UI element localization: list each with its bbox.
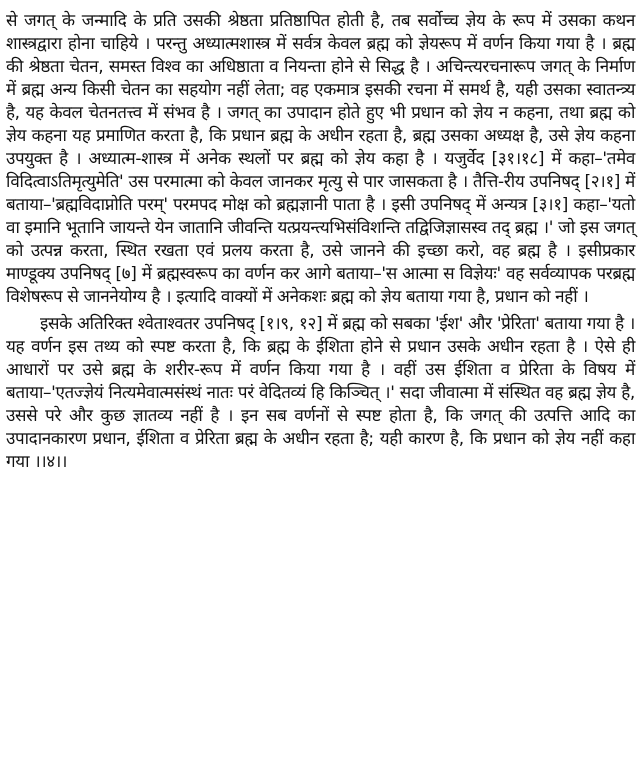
paragraph-2: इसके अतिरिक्त श्वेताश्वतर उपनिषद् [१।९, १२] में ब्रह्म को सबका 'ईश' और 'प्रेरिता' बताया गया है । यह वर्णन इस तथ्य को स्पष्ट करता है, कि ब्रह्म के ईशिता होने से प्रधान उसके अधीन रहता है । ऐसे ही आधारों पर उसे ब्रह्म के शरीर-रूप में वर्णन किया गया है । वहीं उस ईशिता व प्रेरिता के विषय में बताया–'एतज्ज्ञेयं नित्यमेवात्मसंस्थं नातः परं वेदितव्यं हि किञ्चित् ।' सदा जीवात्मा में संस्थित वह ब्रह्म ज्ञेय है, उससे परे और कुछ ज्ञातव्य नहीं है । इन सब वर्णनों से स्पष्ट होता है, कि जगत् की उत्पत्ति आदि का उपादानकारण प्रधान, ईशिता व प्रेरिता ब्रह्म के अधीन रहता है; यही कारण है, कि प्रधान को ज्ञेय नहीं कहा गया ।।४।।	[6, 314, 635, 472]
paragraph-1: से जगत् के जन्मादि के प्रति उसकी श्रेष्ठता प्रतिष्ठापित होती है, तब सर्वोच्च ज्ञेय के रूप में उसका कथन शास्त्रद्वारा होना चाहिये । परन्तु अध्यात्मशास्त्र में सर्वत्र केवल ब्रह्म को ज्ञेयरूप में वर्णन किया गया है । ब्रह्म की श्रेष्ठता चेतन, समस्त विश्व का अधिष्ठाता व नियन्ता होने से सिद्ध है । अचिन्त्यरचनारूप जगत् के निर्माण में ब्रह्म अन्य किसी चेतन का सहयोग नहीं लेता; वह एकमात्र इसकी रचना में समर्थ है, यही उसका स्वातन्त्र्य है, यह केवल चेतनतत्त्व में संभव है । जगत् का उपादान होते हुए भी प्रधान को ज्ञेय न कहना, तथा ब्रह्म को ज्ञेय कहना यह प्रमाणित करता है, कि प्रधान ब्रह्म के अधीन रहता है, ब्रह्म उसका अध्यक्ष है, उसे ज्ञेय कहना उपयुक्त है । अध्यात्म-शास्त्र में अनेक स्थलों पर ब्रह्म को ज्ञेय कहा है । यजुर्वेद [३१।१८] में कहा–'तमेव विदित्वाऽतिमृत्युमेति' उस परमात्मा को केवल जानकर मृत्यु से पार जासकता है । तैत्ति-रीय उपनिषद् [२।१] में बताया–'ब्रह्मविदाप्नोति परम्' परमपद मोक्ष को ब्रह्मज्ञानी पाता है । इसी उपनिषद् में अन्यत्र [३।१] कहा–'यतो वा इमानि भूतानि जायन्ते येन जातानि जीवन्ति यत्प्रयन्त्यभिसंविशन्ति तद्विजिज्ञासस्व तद् ब्रह्म ।' जो इस जगत् को उत्पन्न करता, स्थित रखता एवं प्रलय करता है, उसे जानने की इच्छा करो, वह ब्रह्म है । इसीप्रकार माण्डूक्य उपनिषद् [७] में ब्रह्मस्वरूप का वर्णन कर आगे बताया–'स आत्मा स विज्ञेयः' वह सर्वव्यापक परब्रह्म विशेषरूप से जाननेयोग्य है । इत्यादि वाक्यों में अनेकशः ब्रह्म को ज्ञेय बताया गया है, प्रधान को नहीं ।	[6, 11, 635, 307]
